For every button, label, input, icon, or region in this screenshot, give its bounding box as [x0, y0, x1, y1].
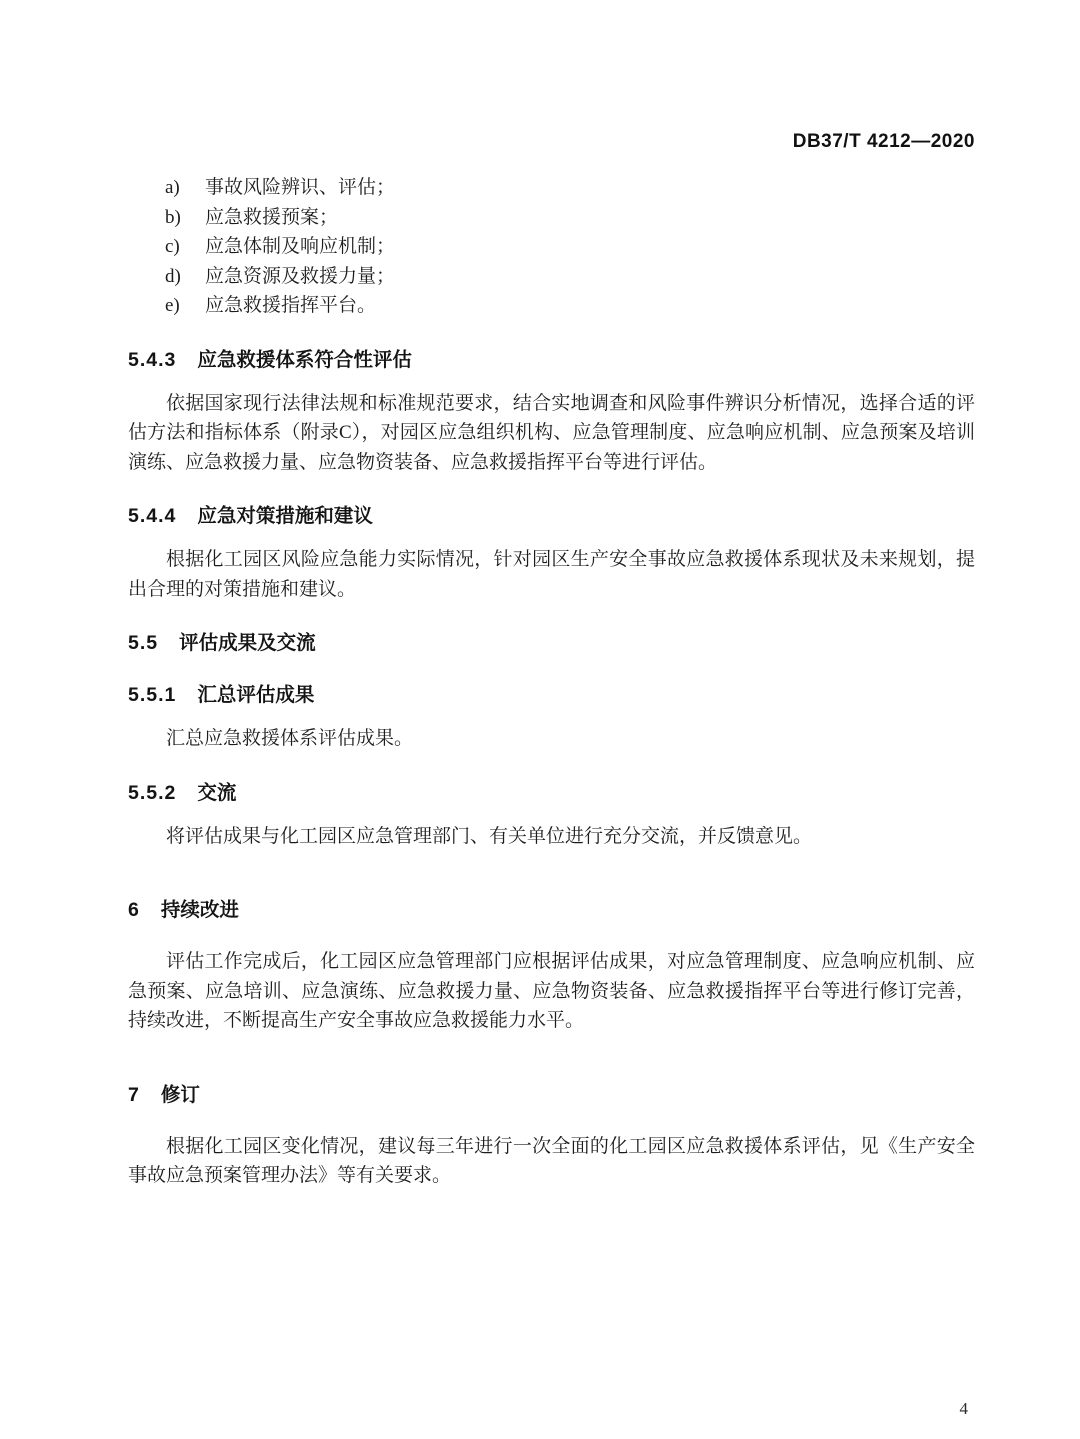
section-title: 汇总评估成果 [197, 684, 315, 706]
list-item-label: b) [165, 206, 181, 228]
section-number: 5.4.4 [128, 505, 177, 527]
page-footer [960, 1399, 969, 1419]
section-heading [128, 682, 975, 708]
list-item [165, 232, 975, 262]
list-item-label: d) [165, 265, 181, 287]
section-title: 评估成果及交流 [179, 632, 316, 654]
section-paragraph: 评估工作完成后，化工园区应急管理部门应根据评估成果，对应急管理制度、应急响应机制、应急预案、应急培训、应急演练、应急救援力量、应急物资装备、应急救援指挥平台等进行修订完善，持续改进，不断提高生产安全事故应急救援能力水平。 [128, 951, 975, 1031]
section-5-4-3 [128, 347, 975, 478]
list-item-text: 应急资源及救援力量； [205, 265, 396, 287]
chapter-number: 7 [128, 1083, 140, 1106]
list-item [165, 203, 975, 233]
list-item [165, 262, 975, 292]
standard-number: DB37/T 4212—2020 [792, 131, 975, 152]
list-item-text: 应急救援预案； [205, 206, 339, 228]
section-paragraph: 将评估成果与化工园区应急管理部门、有关单位进行充分交流，并反馈意见。 [166, 825, 813, 847]
chapter-heading [128, 897, 975, 923]
list-item-text: 事故风险辨识、评估； [205, 177, 396, 198]
section-title: 交流 [197, 781, 237, 804]
section-5-5-2 [128, 780, 975, 852]
section-title: 应急对策措施和建议 [197, 505, 373, 527]
section-6 [128, 897, 975, 1036]
section-heading [128, 780, 975, 806]
section-5-4-4 [128, 503, 975, 604]
section-5-5-1 [128, 682, 975, 754]
section-5-5 [128, 630, 975, 656]
section-paragraph: 汇总应急救援体系评估成果。 [166, 728, 414, 749]
chapter-number: 6 [128, 899, 140, 921]
list-item [165, 173, 975, 203]
section-number: 5.5.1 [128, 684, 177, 706]
chapter-heading [128, 1082, 975, 1108]
list-item [165, 291, 975, 321]
list-item-text: 应急救援指挥平台。 [205, 295, 377, 316]
page-header [128, 131, 975, 153]
lettered-list [128, 173, 975, 321]
section-paragraph: 依据国家现行法律法规和标准规范要求，结合实地调查和风险事件辨识分析情况，选择合适的评估方法和指标体系（附录C），对园区应急组织机构、应急管理制度、应急响应机制、应急预案及培训演练、应急救援力量、应急物资装备、应急救援指挥平台等进行评估。 [128, 392, 975, 473]
section-paragraph: 根据化工园区风险应急能力实际情况，针对园区生产安全事故应急救援体系现状及未来规划，提出合理的对策措施和建议。 [128, 549, 975, 600]
section-heading [128, 503, 975, 529]
section-number: 5.4.3 [128, 348, 177, 371]
section-number: 5.5 [128, 632, 159, 654]
chapter-title: 持续改进 [160, 899, 239, 921]
list-item-text: 应急体制及响应机制； [205, 236, 396, 257]
section-heading [128, 347, 975, 373]
chapter-title: 修订 [160, 1083, 200, 1106]
section-number: 5.5.2 [128, 781, 177, 804]
section-paragraph: 根据化工园区变化情况，建议每三年进行一次全面的化工园区应急救援体系评估，见《生产安全事故应急预案管理办法》等有关要求。 [128, 1135, 975, 1186]
section-title: 应急救援体系符合性评估 [197, 348, 412, 371]
section-heading [128, 630, 975, 656]
list-item-label: a) [165, 177, 180, 198]
list-item-label: e) [165, 295, 180, 316]
section-7 [128, 1082, 975, 1191]
page-number: 4 [959, 1399, 968, 1418]
list-item-label: c) [165, 236, 180, 257]
